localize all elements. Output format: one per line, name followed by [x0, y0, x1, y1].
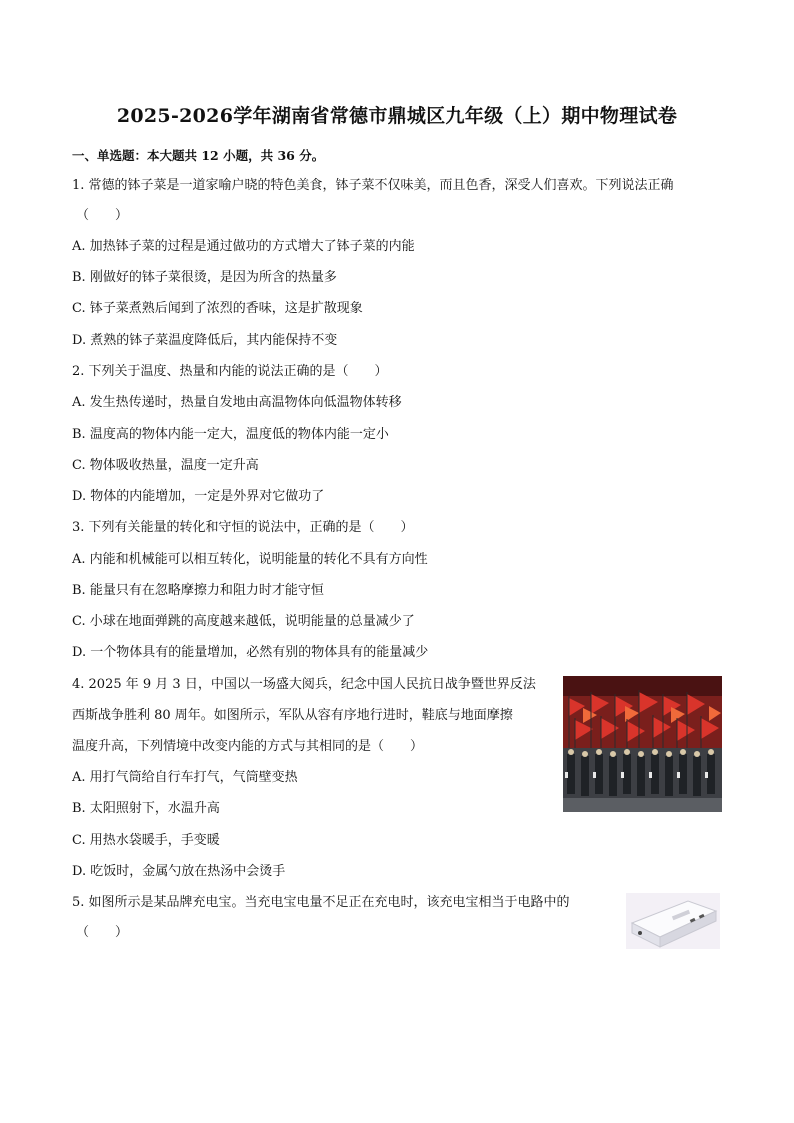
- question-3-stem: 3. 下列有关能量的转化和守恒的说法中，正确的是（ ）: [72, 520, 414, 535]
- question-3-option-c: C. 小球在地面弹跳的高度越来越低，说明能量的总量减少了: [72, 614, 415, 629]
- question-1-answer-blank: （ ）: [76, 208, 129, 223]
- question-2-stem: 2. 下列关于温度、热量和内能的说法正确的是（ ）: [72, 364, 388, 379]
- parade-photo: [563, 676, 722, 812]
- question-2-option-b: B. 温度高的物体内能一定大，温度低的物体内能一定小: [72, 427, 389, 442]
- question-2-option-c: C. 物体吸收热量，温度一定升高: [72, 458, 259, 473]
- section-heading: 一、单选题：本大题共 12 小题，共 36 分。: [72, 148, 325, 163]
- question-4-option-a: A. 用打气筒给自行车打气，气筒壁变热: [72, 770, 298, 785]
- question-4-option-b: B. 太阳照射下，水温升高: [72, 801, 220, 816]
- question-2-option-d: D. 物体的内能增加，一定是外界对它做功了: [72, 489, 325, 504]
- parade-illustration: [563, 676, 722, 812]
- power-bank-illustration: [626, 893, 720, 949]
- question-1-option-d: D. 煮熟的钵子菜温度降低后，其内能保持不变: [72, 333, 338, 348]
- question-3-option-b: B. 能量只有在忽略摩擦力和阻力时才能守恒: [72, 583, 324, 598]
- question-4-option-c: C. 用热水袋暖手，手变暖: [72, 833, 220, 848]
- question-4-stem-line-3: 温度升高，下列情境中改变内能的方式与其相同的是（ ）: [72, 739, 424, 754]
- question-4-option-d: D. 吃饭时，金属勺放在热汤中会烫手: [72, 864, 286, 879]
- question-1-option-c: C. 钵子菜煮熟后闻到了浓烈的香味，这是扩散现象: [72, 301, 363, 316]
- question-1-stem: 1. 常德的钵子菜是一道家喻户晓的特色美食，钵子菜不仅味美，而且色香，深受人们喜欢。下列说法正确: [72, 178, 674, 193]
- question-5-answer-blank: （ ）: [76, 925, 129, 940]
- question-5-stem: 5. 如图所示是某品牌充电宝。当充电宝电量不足正在充电时，该充电宝相当于电路中的: [72, 895, 570, 910]
- power-bank-photo: [626, 893, 720, 949]
- question-1-option-b: B. 刚做好的钵子菜很烫，是因为所含的热量多: [72, 270, 337, 285]
- question-4-stem-line-1: 4. 2025 年 9 月 3 日，中国以一场盛大阅兵，纪念中国人民抗日战争暨世界反法: [72, 677, 536, 692]
- question-1-option-a: A. 加热钵子菜的过程是通过做功的方式增大了钵子菜的内能: [72, 239, 415, 254]
- page-title: 2025-2026学年湖南省常德市鼎城区九年级（上）期中物理试卷: [116, 105, 678, 127]
- question-4-stem-line-2: 西斯战争胜利 80 周年。如图所示，军队从容有序地行进时，鞋底与地面摩擦: [72, 708, 513, 723]
- question-2-option-a: A. 发生热传递时，热量自发地由高温物体向低温物体转移: [72, 395, 402, 410]
- question-3-option-a: A. 内能和机械能可以相互转化，说明能量的转化不具有方向性: [72, 552, 428, 567]
- question-3-option-d: D. 一个物体具有的能量增加，必然有别的物体具有的能量减少: [72, 645, 429, 660]
